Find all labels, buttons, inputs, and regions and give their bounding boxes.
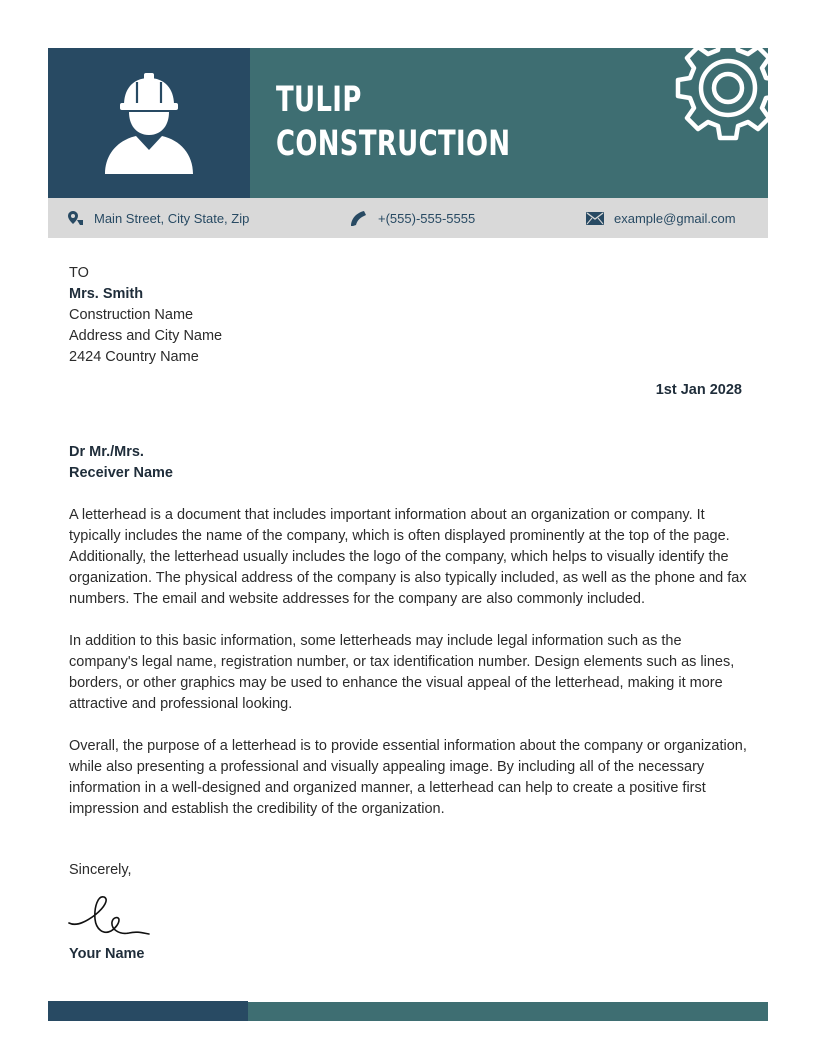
salutation-line1: Dr Mr./Mrs. [69,444,144,460]
letter-date: 1st Jan 2028 [655,382,742,398]
contact-address [68,198,249,238]
body-paragraph: Overall, the purpose of a letterhead is to provide essential information about the company or organization, while also presenting a professional and visually appealing image. By including all of the necessary information in a well-designed and organized manner, a letterhead can help to create a positive first impression and establish the credibility of the organization. [69,738,747,817]
letterhead-header [48,48,768,198]
contact-bar [48,198,768,238]
body-paragraph: In addition to this basic information, some letterheads may include legal information such as the company's legal name, registration number, or tax identification number. Design elements such as lines, borders, or other graphics may be used to enhance the visual appeal of the letterhead, making it more attractive and professional looking. [69,633,735,712]
company-name-line1: TULIP [276,80,362,120]
contact-phone [350,198,475,238]
recipient-company: Construction Name [69,307,194,323]
to-label: TO [69,265,89,281]
letter-body [69,505,749,841]
signature [67,893,151,939]
contact-email [586,198,736,238]
phone-text[interactable]: +(555)-555-5555 [378,210,476,226]
salutation-line2: Receiver Name [69,465,173,481]
company-name-line2: CONSTRUCTION [276,124,511,164]
footer-bar-navy [48,1001,248,1021]
salutation [69,442,173,484]
recipient-country: 2424 Country Name [69,349,199,365]
footer-bar-teal [248,1002,768,1021]
closing: Sincerely, [69,862,132,878]
recipient-name: Mrs. Smith [69,286,144,302]
gear-icon [666,48,768,150]
location-pin-icon [68,211,84,225]
title-panel [250,48,768,198]
body-paragraph: A letterhead is a document that includes important information about an organization or company. It typically includes the name of the company, which is often displayed prominently at the top of the page. Additionally, the letterhead usually includes the logo of the company, which helps to visually identify the organization. The physical address of the company is also typically included, as well as the phone and fax numbers. The email and website addresses for the company are also commonly included. [69,507,747,607]
signer-name: Your Name [69,946,145,962]
envelope-icon [586,212,604,225]
recipient-block [69,263,222,368]
worker-icon [104,72,194,176]
recipient-address: Address and City Name [69,328,223,344]
address-text: Main Street, City State, Zip [94,210,250,226]
phone-icon [350,210,368,227]
company-name [276,78,510,166]
logo-panel [48,48,250,198]
email-text[interactable]: example@gmail.com [614,210,736,226]
